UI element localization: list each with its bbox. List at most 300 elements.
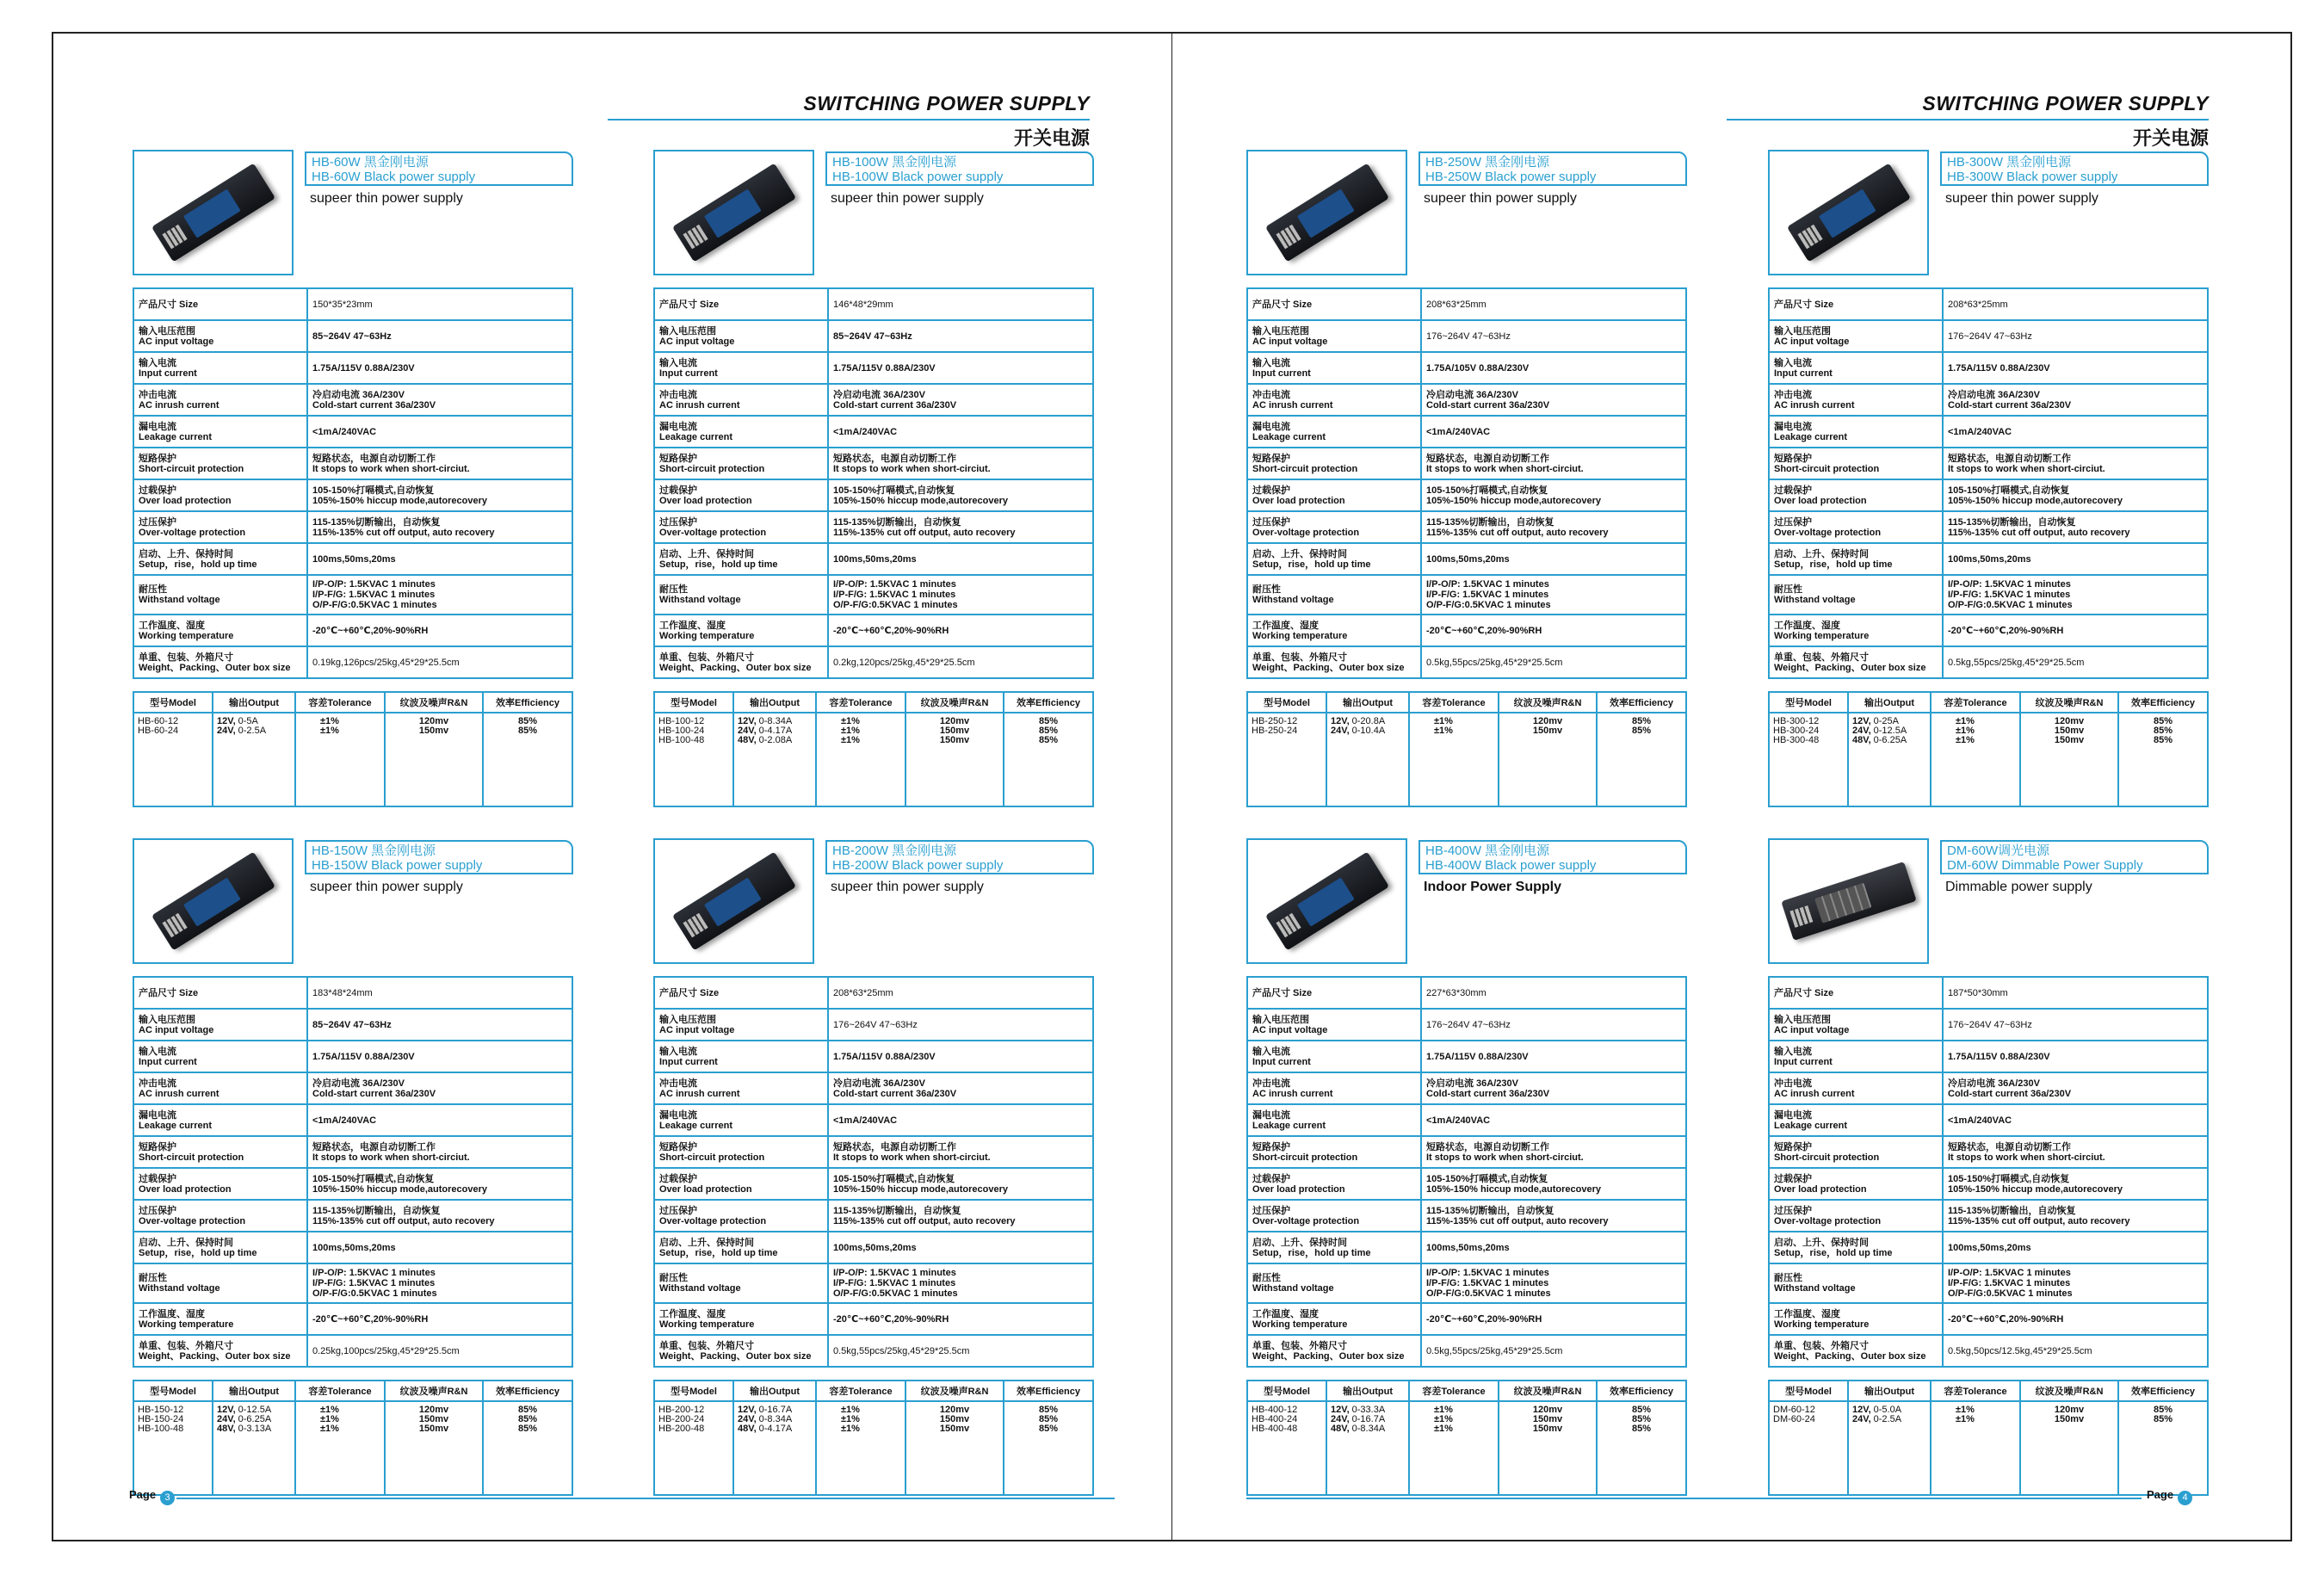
spec-value-line: 1.75A/105V 0.88A/230V: [1426, 362, 1530, 374]
spec-label-zh: 过载保护: [1252, 1173, 1290, 1184]
spec-value: [828, 1104, 1093, 1136]
model-cell: [1769, 1401, 1848, 1495]
output-cell: [1326, 713, 1409, 806]
output-voltage: 48V,: [217, 1424, 236, 1434]
model-column-header: 纹波及噪声R&N: [905, 692, 1004, 713]
spec-value-line: -20℃~+60℃,20%-90%RH: [833, 1313, 949, 1325]
spec-value: [307, 575, 572, 615]
spec-label-zh: 输入电压范围: [659, 1014, 716, 1025]
model-column-header: 效率Efficiency: [1597, 692, 1686, 713]
spec-label: [654, 1263, 828, 1303]
footer-rule: [176, 1498, 1115, 1499]
spec-value: [307, 1303, 572, 1335]
output-current: 0-2.5A: [1873, 1414, 1902, 1424]
spec-label: [1247, 1136, 1421, 1168]
tolerance-cell: [1931, 1401, 2020, 1495]
spec-row: [1247, 1072, 1686, 1104]
spec-value-line: 115%-135% cut off output, auto recovery: [312, 527, 495, 538]
model-table: [653, 1380, 1094, 1496]
spec-value: [1421, 1200, 1686, 1232]
spec-label-zh: 短路保护: [1252, 453, 1290, 464]
spec-row: [133, 1263, 572, 1303]
spec-label-zh: 输入电流: [139, 357, 176, 368]
product-title-zh: HB-200W 黑金刚电源: [832, 843, 957, 858]
spec-label: [1247, 1041, 1421, 1072]
model-column-header: 输出Output: [1848, 692, 1931, 713]
ripple-noise-value: 120mv: [418, 1405, 449, 1415]
spec-value: [1943, 448, 2208, 479]
spec-row: [1247, 448, 1686, 479]
spec-label: [133, 1200, 307, 1232]
spec-label: [654, 615, 828, 646]
spec-value-line: I/P-F/G: 1.5KVAC 1 minutes: [1948, 590, 2071, 600]
spec-label-zh: 冲击电流: [1252, 1078, 1290, 1089]
model-name: HB-200-48: [658, 1424, 705, 1434]
model-column-header: 型号Model: [654, 692, 733, 713]
spec-label-zh: 启动、上升、保持时间: [139, 548, 233, 559]
product-card-hb-400w: [1246, 838, 1687, 1492]
spec-label: [133, 448, 307, 479]
efficiency-value: 85%: [1631, 1414, 1652, 1424]
spec-value: [1421, 1263, 1686, 1303]
spec-row: [654, 1104, 1093, 1136]
spec-value-line: It stops to work when short-circiut.: [833, 463, 991, 474]
spec-value: [828, 320, 1093, 352]
spec-label: [1247, 448, 1421, 479]
model-cell: [654, 713, 733, 806]
spec-label: [1769, 416, 1943, 448]
model-data-row: [654, 713, 1093, 806]
model-table: [1768, 1380, 2209, 1496]
ripple-noise-cell: [2020, 713, 2118, 806]
spec-label-en: Leakage current: [659, 1120, 732, 1131]
spec-label-en: Working temperature: [139, 630, 234, 641]
spec-value-line: 115-135%切断输出，自动恢复: [1948, 516, 2076, 528]
product-subtitle: supeer thin power supply: [831, 880, 984, 894]
spec-label: [1769, 1009, 1943, 1041]
spec-label-en: Working temperature: [1774, 630, 1870, 641]
output-voltage: 48V,: [1852, 735, 1871, 745]
spec-label: [654, 1335, 828, 1367]
spec-label-en: Weight、Packing、Outer box size: [659, 1350, 812, 1362]
spec-label-en: Over load protection: [659, 495, 752, 506]
spec-label-zh: 漏电电流: [1252, 1109, 1290, 1121]
spec-label: [654, 575, 828, 615]
spec-value-line: 176~264V 47~63Hz: [1426, 330, 1511, 342]
spec-label-zh: 输入电压范围: [1252, 1014, 1309, 1025]
spec-value: [828, 1009, 1093, 1041]
spec-label-zh: 耐压性: [1774, 584, 1802, 595]
spec-label-zh: 漏电电流: [659, 1109, 697, 1121]
spec-row: [654, 1200, 1093, 1232]
spec-label-zh: 输入电流: [1252, 357, 1290, 368]
spec-row: [133, 1041, 572, 1072]
spec-label: [654, 384, 828, 416]
spec-row: [654, 1335, 1093, 1367]
spec-label-en: Weight、Packing、Outer box size: [1774, 1350, 1926, 1362]
spec-label-zh: 工作温度、湿度: [1774, 1308, 1840, 1319]
efficiency-value: 85%: [2153, 716, 2173, 726]
spec-value-line: O/P-F/G:0.5KVAC 1 minutes: [1948, 1288, 2073, 1299]
spec-value-line: 冷启动电流 36A/230V: [1948, 389, 2040, 400]
spec-label-zh: 工作温度、湿度: [659, 1308, 726, 1319]
output-voltage: 12V,: [1852, 716, 1871, 726]
spec-value-line: It stops to work when short-circiut.: [833, 1152, 991, 1163]
spec-value: [1421, 479, 1686, 511]
ripple-noise-value: 120mv: [1532, 1405, 1563, 1415]
spec-value-line: 0.5kg,55pcs/25kg,45*29*25.5cm: [833, 1345, 970, 1356]
tolerance-cell: [816, 1401, 905, 1495]
spec-label: [133, 1335, 307, 1367]
product-subtitle: supeer thin power supply: [1424, 191, 1577, 206]
spec-label: [133, 288, 307, 320]
product-card-hb-250w: [1246, 150, 1687, 804]
spec-row: [1769, 1072, 2208, 1104]
spec-label: [654, 320, 828, 352]
spec-value: [828, 288, 1093, 320]
spec-label-en: Setup，rise，hold up time: [139, 559, 257, 570]
spec-label-zh: 短路保护: [1774, 453, 1812, 464]
ripple-noise-cell: [385, 1401, 483, 1495]
spec-row: [133, 615, 572, 646]
spec-value: [1943, 384, 2208, 416]
model-column-header: 型号Model: [133, 1381, 213, 1401]
spec-label-zh: 短路保护: [659, 1141, 697, 1152]
spec-value-line: 短路状态，电源自动切断工作: [312, 453, 436, 464]
spec-label: [133, 1072, 307, 1104]
product-title-zh: HB-100W 黑金刚电源: [832, 155, 957, 170]
spec-label-zh: 启动、上升、保持时间: [139, 1237, 233, 1248]
spec-value: [1421, 646, 1686, 678]
spec-label: [1247, 320, 1421, 352]
efficiency-value: 85%: [517, 1414, 538, 1424]
spec-label-en: Input current: [659, 368, 718, 379]
model-name: HB-300-48: [1773, 735, 1820, 745]
efficiency-value: 85%: [1038, 735, 1059, 745]
spec-label-en: Over-voltage protection: [139, 1215, 246, 1226]
spec-value-line: I/P-F/G: 1.5KVAC 1 minutes: [1426, 1278, 1549, 1288]
spec-value-line: 100ms,50ms,20ms: [312, 1242, 396, 1253]
spec-row: [1769, 416, 2208, 448]
spec-value-line: 0.5kg,55pcs/25kg,45*29*25.5cm: [1426, 1345, 1563, 1356]
spec-value-line: 115-135%切断输出，自动恢复: [833, 516, 961, 528]
output-voltage: 48V,: [1331, 1424, 1350, 1434]
spec-value: [307, 615, 572, 646]
spec-value: [307, 1200, 572, 1232]
left-page: [52, 32, 1172, 1541]
spec-label-en: Weight、Packing、Outer box size: [1252, 662, 1405, 673]
spec-label-zh: 过载保护: [139, 1173, 176, 1184]
spec-row: [1769, 1104, 2208, 1136]
spec-value: [828, 1041, 1093, 1072]
product-photo: [1246, 838, 1407, 964]
spec-label-zh: 漏电电流: [139, 1109, 176, 1121]
spec-label-en: Input current: [139, 368, 197, 379]
spec-value-line: 100ms,50ms,20ms: [1426, 553, 1510, 565]
spec-row: [1769, 511, 2208, 543]
spec-label: [654, 1072, 828, 1104]
spec-row: [1247, 1104, 1686, 1136]
spec-table: [653, 287, 1094, 679]
product-photo: [653, 838, 814, 964]
spec-row: [1247, 1041, 1686, 1072]
spec-value-line: I/P-O/P: 1.5KVAC 1 minutes: [1426, 1268, 1549, 1278]
spec-row: [654, 1168, 1093, 1200]
spec-value-line: I/P-F/G: 1.5KVAC 1 minutes: [1948, 1278, 2071, 1288]
spec-label-zh: 单重、包装、外箱尺寸: [139, 1340, 233, 1351]
spec-value-line: -20℃~+60℃,20%-90%RH: [1948, 1313, 2064, 1325]
spec-label-en: AC inrush current: [139, 399, 219, 411]
spec-label: [1769, 1136, 1943, 1168]
spec-row: [654, 1072, 1093, 1104]
spec-label-zh: 工作温度、湿度: [659, 620, 726, 631]
model-column-header: 型号Model: [133, 692, 213, 713]
model-name: HB-250-24: [1252, 726, 1298, 736]
output-line: [1852, 1415, 1926, 1424]
spec-label-zh: 启动、上升、保持时间: [1774, 548, 1869, 559]
spec-value-line: 115%-135% cut off output, auto recovery: [1426, 527, 1609, 538]
spec-label-zh: 工作温度、湿度: [1252, 620, 1319, 631]
spec-value-line: 105%-150% hiccup mode,autorecovery: [833, 495, 1008, 506]
spec-label-en: Leakage current: [139, 1120, 212, 1131]
spec-value: [1421, 288, 1686, 320]
spec-value-line: It stops to work when short-circiut.: [1426, 463, 1584, 474]
product-title-zh: HB-250W 黑金刚电源: [1425, 155, 1550, 170]
model-header-row: [654, 692, 1093, 713]
spec-value: [1943, 977, 2208, 1009]
tolerance-value: ±1%: [1956, 716, 1975, 726]
page-label: Page: [2147, 1488, 2174, 1501]
spec-value: [1421, 1072, 1686, 1104]
spec-label: [654, 1136, 828, 1168]
spec-value-line: 0.5kg,55pcs/25kg,45*29*25.5cm: [1426, 657, 1563, 668]
tolerance-cell: [295, 1401, 385, 1495]
output-current: 0-4.17A: [758, 726, 793, 736]
spec-label: [1769, 543, 1943, 575]
spec-label: [654, 1041, 828, 1072]
spec-value: [307, 1232, 572, 1263]
model-column-header: 容差Tolerance: [1409, 1381, 1499, 1401]
spec-row: [133, 977, 572, 1009]
spec-label: [1247, 1232, 1421, 1263]
output-current: 0-3.13A: [238, 1424, 272, 1434]
model-column-header: 容差Tolerance: [1409, 692, 1499, 713]
spec-value-line: Cold-start current 36a/230V: [1426, 1088, 1550, 1099]
spec-label-en: Working temperature: [1774, 1319, 1870, 1330]
spec-label-en: Withstand voltage: [1774, 595, 1856, 605]
spec-label-en: Weight、Packing、Outer box size: [1774, 662, 1926, 673]
spec-value: [828, 1303, 1093, 1335]
spec-label-en: AC input voltage: [1774, 336, 1850, 347]
spec-label-zh: 单重、包装、外箱尺寸: [1252, 652, 1347, 663]
ripple-noise-value: 150mv: [2054, 735, 2085, 745]
spec-label: [1769, 1303, 1943, 1335]
spec-row: [133, 352, 572, 384]
spec-value-line: 短路状态，电源自动切断工作: [833, 453, 956, 464]
efficiency-cell: [1597, 1401, 1686, 1495]
spec-value: [1943, 1136, 2208, 1168]
spec-label-zh: 工作温度、湿度: [139, 620, 205, 631]
spec-label-zh: 过压保护: [659, 516, 697, 528]
spec-value: [1943, 416, 2208, 448]
spec-row: [1769, 615, 2208, 646]
spec-row: [654, 1263, 1093, 1303]
spec-label-zh: 输入电压范围: [139, 1014, 195, 1025]
tolerance-value: ±1%: [841, 726, 860, 736]
spec-row: [133, 416, 572, 448]
spec-value-line: <1mA/240VAC: [312, 1115, 377, 1126]
header-title-zh: 开关电源: [2132, 127, 2209, 149]
spec-value-line: 100ms,50ms,20ms: [1426, 1242, 1510, 1253]
header-title-zh: 开关电源: [1013, 127, 1090, 149]
output-cell: [213, 1401, 295, 1495]
output-current: 0-20.8A: [1351, 716, 1386, 726]
spec-row: [133, 543, 572, 575]
spec-value: [307, 1041, 572, 1072]
spec-value-line: 冷启动电流 36A/230V: [312, 389, 405, 400]
efficiency-value: 85%: [2153, 1405, 2173, 1415]
spec-value-line: 0.25kg,100pcs/25kg,45*29*25.5cm: [312, 1345, 460, 1356]
spec-label: [1247, 1303, 1421, 1335]
spec-label-en: Setup，rise，hold up time: [1774, 1247, 1893, 1258]
spec-label-en: Weight、Packing、Outer box size: [1252, 1350, 1405, 1362]
spec-row: [654, 1232, 1093, 1263]
spec-label: [654, 479, 828, 511]
spec-label-zh: 冲击电流: [1252, 389, 1290, 400]
spec-value: [1421, 448, 1686, 479]
product-title-zh: HB-300W 黑金刚电源: [1947, 155, 2072, 170]
spec-label-en: Short-circuit protection: [659, 1152, 765, 1163]
output-current: 0-5A: [238, 716, 258, 726]
model-column-header: 型号Model: [654, 1381, 733, 1401]
spec-value: [1421, 1232, 1686, 1263]
output-voltage: 12V,: [738, 716, 757, 726]
spec-value: [1943, 1303, 2208, 1335]
spec-value: [307, 646, 572, 678]
spec-label-zh: 短路保护: [659, 453, 697, 464]
efficiency-cell: [483, 1401, 572, 1495]
output-current: 0-12.5A: [1873, 726, 1907, 736]
spec-label: [1247, 352, 1421, 384]
spec-row: [1769, 1335, 2208, 1367]
spec-label: [654, 511, 828, 543]
output-current: 0-5.0A: [1873, 1405, 1902, 1415]
spec-label-zh: 启动、上升、保持时间: [1252, 548, 1347, 559]
spec-value-line: O/P-F/G:0.5KVAC 1 minutes: [1426, 1288, 1551, 1299]
spec-label-en: Short-circuit protection: [139, 463, 244, 474]
spec-value-line: It stops to work when short-circiut.: [312, 463, 470, 474]
spec-label-zh: 输入电压范围: [659, 325, 716, 337]
spec-label-en: Setup，rise，hold up time: [1774, 559, 1893, 570]
spec-label: [1769, 1335, 1943, 1367]
output-cell: [213, 713, 295, 806]
model-column-header: 容差Tolerance: [1931, 1381, 2020, 1401]
spec-label-zh: 产品尺寸 Size: [1252, 987, 1313, 998]
model-column-header: 效率Efficiency: [483, 692, 572, 713]
output-line: [1852, 736, 1926, 745]
spec-value-line: 187*50*30mm: [1948, 987, 2008, 998]
spec-value: [307, 416, 572, 448]
model-header-row: [1769, 692, 2208, 713]
product-title: [305, 840, 573, 874]
spec-value: [1421, 1168, 1686, 1200]
model-name: DM-60-24: [1773, 1414, 1815, 1424]
efficiency-value: 85%: [517, 1405, 538, 1415]
efficiency-value: 85%: [1038, 1405, 1059, 1415]
spec-row: [1769, 1041, 2208, 1072]
output-voltage: 12V,: [1331, 716, 1350, 726]
spec-label-zh: 耐压性: [1252, 1273, 1281, 1283]
model-column-header: 型号Model: [1247, 692, 1326, 713]
spec-label-zh: 短路保护: [1252, 1141, 1290, 1152]
product-title-zh: HB-400W 黑金刚电源: [1425, 843, 1550, 858]
spec-label-zh: 过压保护: [139, 1205, 176, 1216]
spec-row: [654, 977, 1093, 1009]
spec-value-line: -20℃~+60℃,20%-90%RH: [1948, 625, 2064, 636]
spec-row: [133, 384, 572, 416]
product-card-dm-60w: [1768, 838, 2209, 1492]
efficiency-value: 85%: [1631, 1405, 1652, 1415]
model-data-row: [654, 1401, 1093, 1495]
product-card-hb-150w: [133, 838, 573, 1492]
spec-label: [133, 575, 307, 615]
spec-label-en: AC inrush current: [659, 1088, 740, 1099]
spec-label-en: Over load protection: [1774, 495, 1867, 506]
model-column-header: 容差Tolerance: [816, 692, 905, 713]
spec-value-line: I/P-O/P: 1.5KVAC 1 minutes: [312, 579, 436, 590]
ripple-noise-cell: [2020, 1401, 2118, 1495]
product-photo: [133, 150, 294, 275]
spec-label: [133, 1168, 307, 1200]
spec-value: [1421, 1136, 1686, 1168]
efficiency-value: 85%: [1631, 726, 1652, 736]
spec-value-line: -20℃~+60℃,20%-90%RH: [312, 625, 429, 636]
spec-label: [133, 615, 307, 646]
spec-label-zh: 过载保护: [139, 485, 176, 496]
spec-label-en: Input current: [1252, 368, 1311, 379]
product-title-zh: HB-150W 黑金刚电源: [312, 843, 436, 858]
spec-label-en: Over-voltage protection: [1252, 1215, 1360, 1226]
spec-row: [1769, 1232, 2208, 1263]
spec-value-line: I/P-F/G: 1.5KVAC 1 minutes: [312, 1278, 436, 1288]
spec-label-zh: 短路保护: [139, 453, 176, 464]
spec-label-en: Over load protection: [1774, 1183, 1867, 1195]
spec-label: [1769, 575, 1943, 615]
spec-row: [1247, 1263, 1686, 1303]
output-current: 0-12.5A: [238, 1405, 272, 1415]
spec-label: [133, 352, 307, 384]
spec-value-line: -20℃~+60℃,20%-90%RH: [1426, 625, 1542, 636]
spec-value-line: I/P-F/G: 1.5KVAC 1 minutes: [312, 590, 436, 600]
spec-row: [1769, 479, 2208, 511]
spec-label: [1769, 511, 1943, 543]
spec-label: [1247, 615, 1421, 646]
tolerance-cell: [1931, 713, 2020, 806]
spec-value: [1943, 1335, 2208, 1367]
spec-label-en: Withstand voltage: [139, 595, 220, 605]
tolerance-value: ±1%: [841, 1405, 860, 1415]
spec-label: [654, 1009, 828, 1041]
spec-label-en: Setup，rise，hold up time: [659, 559, 778, 570]
spec-row: [1769, 1200, 2208, 1232]
spec-row: [654, 543, 1093, 575]
ripple-noise-cell: [1499, 1401, 1597, 1495]
spec-value-line: <1mA/240VAC: [312, 426, 377, 437]
spec-row: [1769, 543, 2208, 575]
spec-label-en: Leakage current: [139, 431, 212, 442]
spec-label: [1247, 575, 1421, 615]
spec-label-zh: 过压保护: [1252, 1205, 1290, 1216]
